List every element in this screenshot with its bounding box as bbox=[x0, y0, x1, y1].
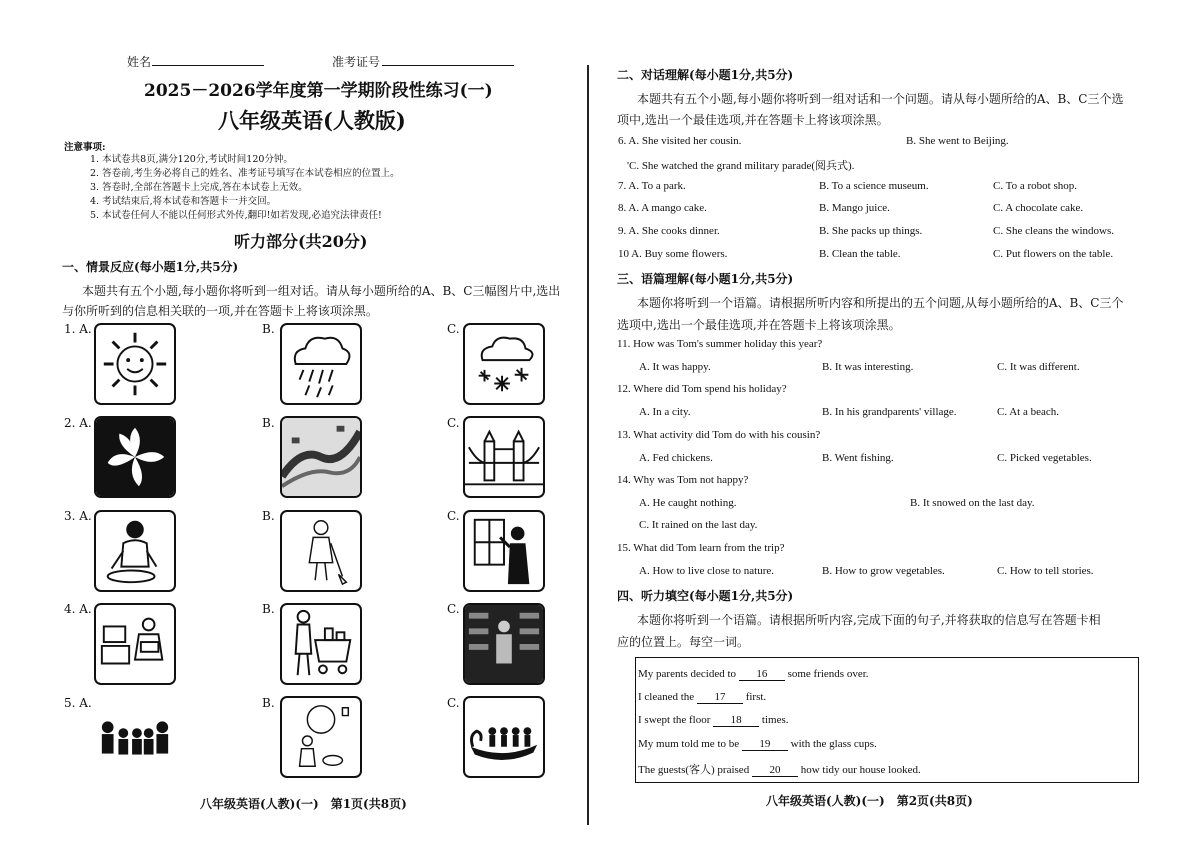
exam-id-label: 准考证号 bbox=[332, 55, 381, 69]
page-1-footer: 八年级英语(人教)(一) 第1页(共8页) bbox=[200, 797, 407, 811]
q6-option-b: B. She went to Beijing. bbox=[906, 135, 1009, 147]
q15-option-a: A. How to live close to nature. bbox=[639, 565, 775, 577]
q15-option-c: C. How to tell stories. bbox=[997, 565, 1094, 577]
section3-intro: 本题你将听到一个语篇。请根据所听内容和所提出的五个问题,从每小题所给的A、B、C三个 bbox=[637, 296, 1124, 310]
q3-option-c-label: C. bbox=[447, 509, 460, 523]
fill-text: I swept the floor bbox=[638, 714, 711, 726]
q4-option-c-label: C. bbox=[447, 602, 460, 616]
fill-text: with the glass cups. bbox=[790, 738, 877, 750]
note-item: 1. 本试卷共8页,满分120分,考试时间120分钟。 bbox=[90, 154, 293, 165]
fill-line bbox=[638, 714, 789, 727]
fill-blank-17[interactable]: 17 bbox=[697, 691, 743, 704]
section1-title: 一、情景反应(每小题1分,共5分) bbox=[62, 260, 239, 274]
fill-line bbox=[638, 761, 921, 777]
q6-option-a: 6. A. She visited her cousin. bbox=[618, 135, 742, 147]
section4-intro-cont: 应的位置上。每空一词。 bbox=[617, 635, 750, 649]
q11-question: 11. How was Tom's summer holiday this year? bbox=[617, 338, 823, 350]
fill-text: some friends over. bbox=[787, 668, 869, 680]
q7-option-a: 7. A. To a park. bbox=[618, 180, 686, 192]
q13-option-b: B. Went fishing. bbox=[822, 452, 894, 464]
q11-option-b: B. It was interesting. bbox=[822, 361, 914, 373]
q12-option-a: A. In a city. bbox=[639, 406, 691, 418]
fill-text: The guests(客人) praised bbox=[638, 764, 750, 776]
q1-option-c-label: C. bbox=[447, 322, 460, 336]
section1-intro-cont: 与你所听到的信息相关联的一项,并在答题卡上将该项涂黑。 bbox=[62, 304, 378, 318]
exam-title: 2025－2026学年度第一学期阶段性练习(一) bbox=[144, 81, 493, 101]
q3-option-b-label: B. bbox=[262, 509, 275, 523]
listening-title: 听力部分(共20分) bbox=[234, 232, 368, 251]
q7-option-c: C. To a robot shop. bbox=[993, 180, 1077, 192]
q14-option-a: A. He caught nothing. bbox=[639, 497, 737, 509]
q3-label: 3. A. bbox=[64, 509, 92, 523]
q1-option-b-label: B. bbox=[262, 322, 275, 336]
q9-option-b: B. She packs up things. bbox=[819, 225, 923, 237]
note-item: 4. 考试结束后,将本试卷和答题卡一并交回。 bbox=[90, 196, 277, 207]
fill-line bbox=[638, 668, 869, 681]
fill-in-box bbox=[635, 657, 1139, 783]
q7-option-b: B. To a science museum. bbox=[819, 180, 929, 192]
note-item: 3. 答卷时,全部在答题卡上完成,答在本试卷上无效。 bbox=[90, 182, 308, 193]
q9-option-c: C. She cleans the windows. bbox=[993, 225, 1114, 237]
q4-label: 4. A. bbox=[64, 602, 92, 616]
fill-blank-18[interactable]: 18 bbox=[713, 714, 759, 727]
q2-option-b-label: B. bbox=[262, 416, 275, 430]
section4-title: 四、听力填空(每小题1分,共5分) bbox=[617, 589, 794, 603]
q11-option-a: A. It was happy. bbox=[639, 361, 711, 373]
q1-label: 1. A. bbox=[64, 322, 92, 336]
fill-text: times. bbox=[761, 714, 789, 726]
q14-question: 14. Why was Tom not happy? bbox=[617, 474, 749, 486]
name-label: 姓名 bbox=[127, 55, 152, 69]
fill-line bbox=[638, 738, 877, 751]
q5-option-b-label: B. bbox=[262, 696, 275, 710]
q5-option-c-label: C. bbox=[447, 696, 460, 710]
q10-option-a: 10 A. Buy some flowers. bbox=[618, 248, 728, 260]
exam-subtitle: 八年级英语(人教版) bbox=[218, 108, 406, 133]
fill-text: how tidy our house looked. bbox=[800, 764, 921, 776]
fill-text: first. bbox=[745, 691, 767, 703]
q2-label: 2. A. bbox=[64, 416, 92, 430]
q12-question: 12. Where did Tom spend his holiday? bbox=[617, 383, 787, 395]
q10-option-b: B. Clean the table. bbox=[819, 248, 901, 260]
section3-title: 三、语篇理解(每小题1分,共5分) bbox=[617, 272, 794, 286]
q8-option-c: C. A chocolate cake. bbox=[993, 202, 1084, 214]
section4-intro: 本题你将听到一个语篇。请根据所听内容,完成下面的句子,并将获取的信息写在答题卡相 bbox=[637, 613, 1101, 627]
fill-blank-16[interactable]: 16 bbox=[739, 668, 785, 681]
q6-option-c: 'C. She watched the grand military parade(阅兵式). bbox=[627, 160, 855, 172]
section1-intro: 本题共有五个小题,每小题你将听到一组对话。请从每小题所给的A、B、C三幅图片中,选出 bbox=[82, 284, 561, 298]
section3-intro-cont: 选项中,选出一个最佳选项,并在答题卡上将该项涂黑。 bbox=[617, 318, 901, 332]
q4-option-b-label: B. bbox=[262, 602, 275, 616]
section2-intro: 本题共有五个小题,每小题你将听到一组对话和一个问题。请从每小题所给的A、B、C三个选 bbox=[637, 92, 1124, 106]
fill-line bbox=[638, 691, 766, 704]
fill-text: My mum told me to be bbox=[638, 738, 740, 750]
q12-option-b: B. In his grandparents' village. bbox=[822, 406, 957, 418]
note-item: 5. 本试卷任何人不能以任何形式外传,翻印!如若发现,必追究法律责任! bbox=[90, 210, 382, 221]
fill-blank-19[interactable]: 19 bbox=[742, 738, 788, 751]
q8-option-a: 8. A. A mango cake. bbox=[618, 202, 707, 214]
q14-option-b: B. It snowed on the last day. bbox=[910, 497, 1035, 509]
q11-option-c: C. It was different. bbox=[997, 361, 1080, 373]
q13-option-a: A. Fed chickens. bbox=[639, 452, 713, 464]
section2-intro-cont: 项中,选出一个最佳选项,并在答题卡上将该项涂黑。 bbox=[617, 113, 889, 127]
notes-heading: 注意事项: bbox=[64, 142, 106, 153]
q15-question: 15. What did Tom learn from the trip? bbox=[617, 542, 785, 554]
fill-text: My parents decided to bbox=[638, 668, 737, 680]
q12-option-c: C. At a beach. bbox=[997, 406, 1060, 418]
section2-title: 二、对话理解(每小题1分,共5分) bbox=[617, 68, 794, 82]
note-item: 2. 答卷前,考生务必将自己的姓名、准考证号填写在本试卷相应的位置上。 bbox=[90, 168, 400, 179]
q2-option-c-label: C. bbox=[447, 416, 460, 430]
q9-option-a: 9. A. She cooks dinner. bbox=[618, 225, 720, 237]
fill-blank-20[interactable]: 20 bbox=[752, 764, 798, 777]
q10-option-c: C. Put flowers on the table. bbox=[993, 248, 1114, 260]
q15-option-b: B. How to grow vegetables. bbox=[822, 565, 945, 577]
q8-option-b: B. Mango juice. bbox=[819, 202, 890, 214]
q14-option-c: C. It rained on the last day. bbox=[639, 519, 758, 531]
fill-text: I cleaned the bbox=[638, 691, 695, 703]
q13-question: 13. What activity did Tom do with his cousin? bbox=[617, 429, 821, 441]
q13-option-c: C. Picked vegetables. bbox=[997, 452, 1092, 464]
page-2-footer: 八年级英语(人教)(一) 第2页(共8页) bbox=[766, 794, 973, 808]
q5-label: 5. A. bbox=[64, 696, 92, 710]
